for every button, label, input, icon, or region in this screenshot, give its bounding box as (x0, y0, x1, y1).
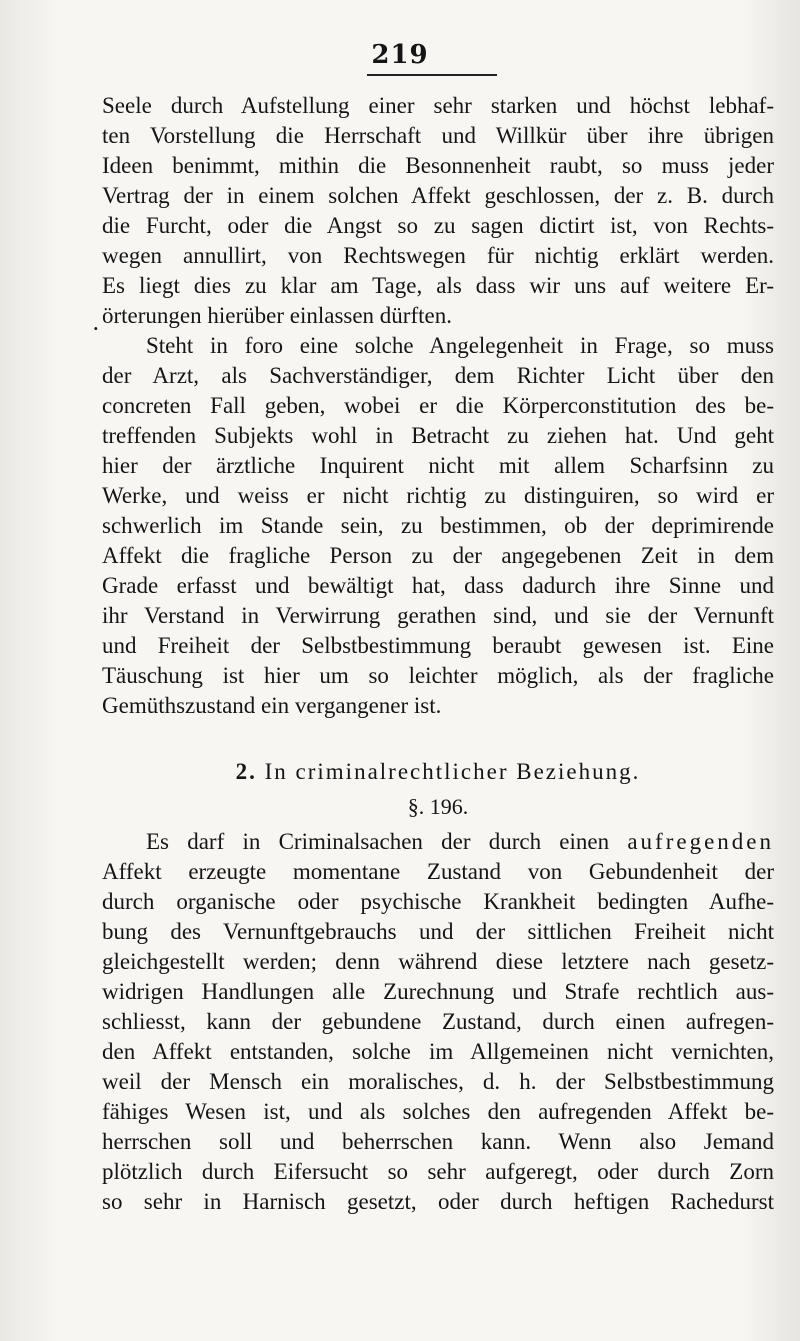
text-line: schliesst, kann der gebundene Zustand, durch einen aufregen- (102, 1009, 774, 1034)
text-line: plötzlich durch Eifersucht so sehr aufgeregt, oder durch Zorn (102, 1159, 774, 1184)
text-line: Affekt erzeugte momentane Zustand von Gebundenheit der (102, 859, 774, 884)
text-line: treffenden Subjekts wohl in Betracht zu ziehen hat. Und geht (102, 423, 774, 448)
text-line: Steht in foro eine solche Angelegenheit in Frage, so muss (146, 333, 774, 358)
text-line: örterungen hierüber einlassen dürften. (102, 303, 452, 328)
text-line: Es liegt dies zu klar am Tage, als dass wir uns auf weitere Er- (102, 273, 774, 298)
text-line: hier der ärztliche Inquirent nicht mit allem Scharfsinn zu (102, 453, 774, 478)
text-line: Grade erfasst und bewältigt hat, dass dadurch ihre Sinne und (102, 573, 774, 598)
heading-number: 2. (235, 759, 257, 784)
text-line: Werke, und weiss er nicht richtig zu distinguiren, so wird er (102, 483, 774, 508)
text-line (102, 827, 774, 857)
text-line: die Furcht, oder die Angst so zu sagen dictirt ist, von Rechts- (102, 213, 774, 238)
section-heading (102, 757, 774, 787)
text-line: ten Vorstellung die Herrschaft und Willkür über ihre übrigen (102, 123, 774, 148)
text-line: der Arzt, als Sachverständiger, dem Richter Licht über den (102, 363, 774, 388)
text-line: herrschen soll und beherrschen kann. Wenn also Jemand (102, 1129, 774, 1154)
text-line: wegen annullirt, von Rechtswegen für nichtig erklärt werden. (102, 243, 774, 268)
text-line: Seele durch Aufstellung einer sehr starken und höchst lebhaf- (102, 93, 774, 118)
text-fragment: Es darf in Criminalsachen der durch einen (146, 829, 610, 854)
paragraph-2 (102, 331, 774, 721)
text-line: gleichgestellt werden; denn während diese letztere nach gesetz- (102, 949, 774, 974)
text-line: concreten Fall geben, wobei er die Körperconstitution des be- (102, 393, 774, 418)
text-line: und Freiheit der Selbstbestimmung beraubt gewesen ist. Eine (102, 633, 774, 658)
paragraph-1 (102, 91, 774, 331)
text-line: fähiges Wesen ist, und als solches den aufregenden Affekt be- (102, 1099, 774, 1124)
section-number: §. 196. (407, 794, 469, 819)
text-line: so sehr in Harnisch gesetzt, oder durch heftigen Rachedurst (102, 1189, 774, 1214)
text-line: Täuschung ist hier um so leichter möglich, als der fragliche (102, 663, 774, 688)
text-line: Ideen benimmt, mithin die Besonnenheit raubt, so muss jeder (102, 153, 774, 178)
paragraph-3 (102, 827, 774, 1217)
text-line: Gemüthszustand ein vergangener ist. (102, 693, 442, 718)
text-line: bung des Vernunftgebrauchs und der sittlichen Freiheit nicht (102, 919, 774, 944)
margin-mark: · (93, 319, 99, 338)
text-line: Vertrag der in einem solchen Affekt geschlossen, der z. B. durch (102, 183, 774, 208)
text-line: schwerlich im Stande sein, zu bestimmen, ob der deprimirende (102, 513, 774, 538)
page-number: 219 (371, 40, 429, 70)
text-line: Affekt die fragliche Person zu der angegebenen Zeit in dem (102, 543, 774, 568)
text-line: durch organische oder psychische Krankheit bedingten Aufhe- (102, 889, 774, 914)
emphasized-word: aufregenden (627, 829, 774, 854)
heading-title: In criminalrechtlicher Beziehung. (264, 759, 641, 784)
text-line: ihr Verstand in Verwirrung gerathen sind, und sie der Vernunft (102, 603, 774, 628)
text-line: den Affekt entstanden, solche im Allgemeinen nicht vernichten, (102, 1039, 774, 1064)
header-rule (367, 74, 497, 76)
text-line: weil der Mensch ein moralisches, d. h. der Selbstbestimmung (102, 1069, 774, 1094)
body-text (102, 91, 774, 1217)
text-line: widrigen Handlungen alle Zurechnung und Strafe rechtlich aus- (102, 979, 774, 1004)
